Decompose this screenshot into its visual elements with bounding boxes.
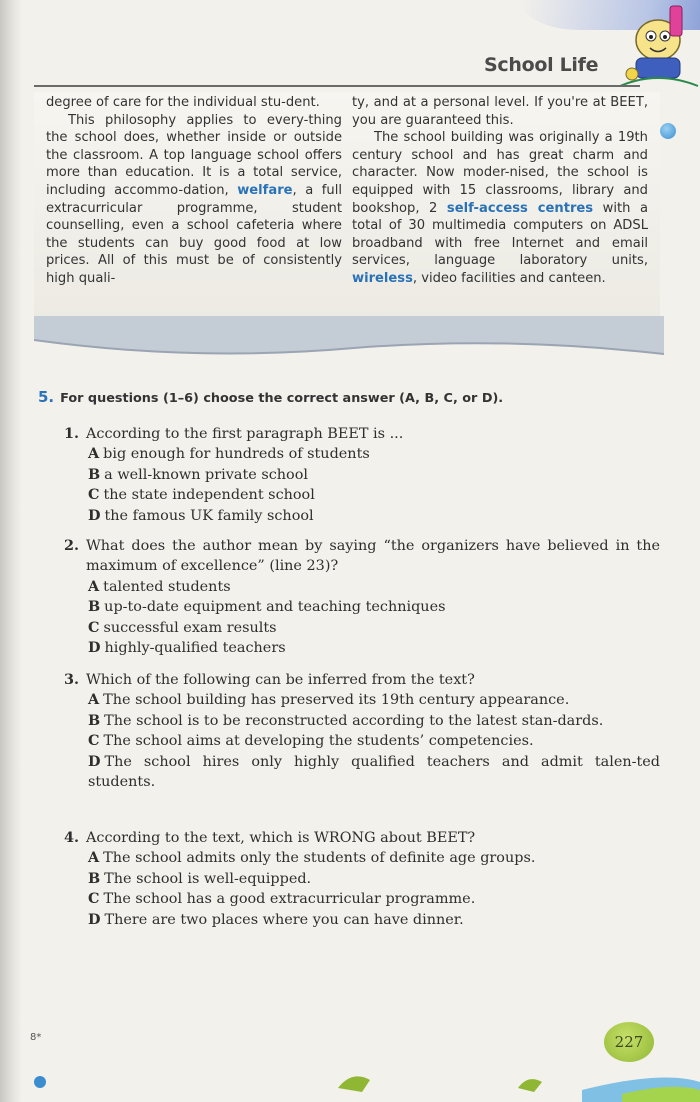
keyword-highlight: welfare	[237, 182, 293, 198]
answer-option	[88, 869, 660, 889]
header-divider	[34, 85, 640, 87]
option-text: The school is to be reconstructed according to the latest stan-dards.	[104, 712, 604, 729]
answer-option	[88, 577, 660, 597]
paragraph-text: This philosophy applies to every-thing the school does, whether inside or outside the classroom. A top language school offers more than education. It is a total service, including accommo-dation,	[46, 112, 342, 198]
option-text: big enough for hundreds of students	[103, 446, 370, 463]
option-letter: C	[88, 732, 100, 750]
option-text: There are two places where you can have dinner.	[104, 911, 464, 928]
task-instruction	[38, 388, 503, 406]
option-letter: D	[88, 639, 101, 657]
question-text: Which of the following can be inferred from the text?	[86, 672, 475, 688]
answer-option	[88, 597, 660, 617]
answer-options	[88, 577, 660, 659]
task-number: 5.	[38, 388, 55, 406]
option-text: The school admits only the students of definite age groups.	[103, 850, 536, 867]
paragraph-text: , a full extracurricular programme, student counselling, even a school cafeteria where the students can buy good food at low prices. All of this must be of consistently high quali-	[46, 182, 342, 286]
question-item	[64, 536, 660, 658]
option-letter: C	[88, 486, 100, 504]
question-number: 1.	[64, 425, 80, 442]
reading-column-right	[352, 94, 648, 288]
option-text: successful exam results	[103, 619, 277, 636]
book-spine-shadow	[0, 0, 22, 1102]
answer-options	[88, 848, 660, 930]
option-text: the famous UK family school	[104, 507, 314, 524]
answer-option	[88, 910, 660, 930]
option-text: talented students	[103, 578, 231, 595]
paragraph-text: The school building was originally a 19th century school and has great charm and character. Now moder-nised, the school is equipped with 15 classrooms, library and bookshop, 2	[352, 130, 648, 216]
reading-paragraph	[46, 94, 342, 112]
question-item	[64, 424, 660, 526]
answer-option	[88, 444, 660, 464]
print-signature: 8*	[30, 1032, 42, 1043]
reading-paragraph	[46, 112, 342, 288]
option-text: the state independent school	[103, 487, 315, 504]
option-text: highly-qualified teachers	[104, 640, 286, 657]
answer-option	[88, 731, 660, 751]
option-letter: A	[88, 445, 100, 463]
question-stem	[64, 828, 660, 848]
reading-paragraph	[352, 94, 648, 129]
option-text: The school is well-equipped.	[104, 870, 312, 887]
question-stem	[64, 536, 660, 577]
question-number: 2.	[64, 537, 80, 554]
paragraph-text: ty, and at a personal level. If you're at BEET, you are guaranteed this.	[352, 95, 648, 128]
question-item	[64, 828, 660, 930]
answer-options	[88, 690, 660, 792]
paragraph-text: , video facilities and canteen.	[412, 270, 606, 286]
keyword-highlight: wireless	[352, 270, 413, 286]
answer-option	[88, 752, 660, 793]
answer-option	[88, 690, 660, 710]
option-text: The school has a good extracurricular programme.	[103, 891, 476, 908]
question-stem	[64, 424, 660, 444]
answer-option	[88, 618, 660, 638]
answer-option	[88, 506, 660, 526]
question-number: 4.	[64, 829, 80, 846]
option-letter: D	[88, 506, 101, 524]
mascot-illustration	[618, 0, 700, 92]
question-item	[64, 670, 660, 792]
section-title: School Life	[484, 54, 599, 76]
paragraph-text: with a total of 30 multimedia computers on ADSL broadband with free Internet and email services, language laboratory units,	[352, 200, 648, 269]
option-letter: C	[88, 890, 100, 908]
option-letter: B	[88, 869, 101, 887]
answer-option	[88, 711, 660, 731]
option-letter: B	[88, 598, 101, 616]
blue-dot-decoration	[660, 123, 676, 139]
answer-options	[88, 444, 660, 526]
question-number: 3.	[64, 671, 80, 688]
option-letter: B	[88, 465, 101, 483]
task-text: For questions (1–6) choose the correct answer (A, B, C, or D).	[60, 391, 504, 406]
option-text: The school hires only highly qualified teachers and admit talen-ted students.	[88, 753, 660, 791]
reading-paragraph	[352, 129, 648, 287]
question-text: What does the author mean by saying “the organizers have believed in the maximum of excellence” (line 23)?	[86, 538, 660, 575]
option-text: The school building has preserved its 19th century appearance.	[103, 692, 570, 709]
option-letter: A	[88, 849, 100, 867]
paragraph-text: degree of care for the individual stu-dent.	[46, 95, 320, 110]
answer-option	[88, 889, 660, 909]
option-letter: D	[88, 910, 101, 928]
option-letter: A	[88, 577, 100, 595]
reading-column-left	[46, 94, 342, 288]
keyword-highlight: self-access centres	[446, 200, 594, 216]
reading-panel-wave	[34, 316, 664, 368]
option-letter: A	[88, 691, 100, 709]
option-text: up-to-date equipment and teaching techniques	[104, 599, 446, 616]
option-text: The school aims at developing the students’ competencies.	[103, 733, 534, 750]
option-letter: C	[88, 618, 100, 636]
option-text: a well-known private school	[104, 466, 308, 483]
option-letter: D	[88, 752, 101, 770]
answer-option	[88, 638, 660, 658]
page-number-badge: 227	[604, 1022, 654, 1062]
option-letter: B	[88, 711, 101, 729]
question-text: According to the text, which is WRONG about BEET?	[86, 830, 476, 846]
footer-decoration	[22, 1060, 700, 1102]
question-text: According to the first paragraph BEET is ...	[86, 426, 404, 442]
question-stem	[64, 670, 660, 690]
answer-option	[88, 848, 660, 868]
answer-option	[88, 465, 660, 485]
answer-option	[88, 485, 660, 505]
